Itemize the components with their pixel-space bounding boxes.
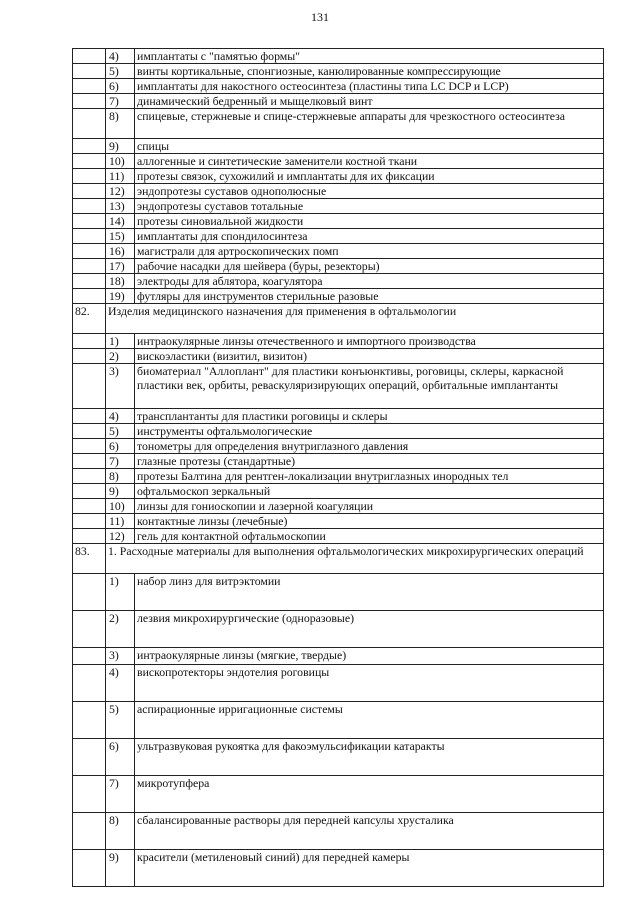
item-number: 9) — [106, 139, 135, 154]
table-row — [73, 259, 604, 274]
item-text: линзы для гониоскопии и лазерной коагуляции — [135, 499, 604, 514]
table-row — [73, 739, 604, 776]
item-number: 8) — [106, 109, 135, 139]
item-number: 3) — [106, 364, 135, 409]
item-number: 7) — [106, 94, 135, 109]
item-text: эндопротезы суставов однополюсные — [135, 184, 604, 199]
item-number: 18) — [106, 274, 135, 289]
item-text: тонометры для определения внутриглазного давления — [135, 439, 604, 454]
table-row — [73, 334, 604, 349]
item-text: протезы связок, сухожилий и имплантаты для их фиксации — [135, 169, 604, 184]
table-row — [73, 574, 604, 611]
item-text: спицевые, стержневые и спице-стержневые аппараты для чрезкостного остеосинтеза — [135, 109, 604, 139]
table-row — [73, 274, 604, 289]
item-number: 6) — [106, 439, 135, 454]
item-text: контактные линзы (лечебные) — [135, 514, 604, 529]
table-row — [73, 289, 604, 304]
section-title: Изделия медицинского назначения для применения в офтальмологии — [106, 304, 604, 334]
item-text: глазные протезы (стандартные) — [135, 454, 604, 469]
item-number: 4) — [106, 409, 135, 424]
item-text: протезы Балтина для рентген-локализации внутриглазных инородных тел — [135, 469, 604, 484]
item-number: 13) — [106, 199, 135, 214]
table-row — [73, 469, 604, 484]
item-text: сбалансированные растворы для передней капсулы хрусталика — [135, 813, 604, 850]
table-row — [73, 529, 604, 544]
item-number: 8) — [106, 469, 135, 484]
table-row — [73, 665, 604, 702]
table-row — [73, 214, 604, 229]
item-number: 1) — [106, 334, 135, 349]
item-number: 10) — [106, 499, 135, 514]
item-text: имплантаты для спондилосинтеза — [135, 229, 604, 244]
table-row — [73, 94, 604, 109]
item-number: 9) — [106, 484, 135, 499]
table-row — [73, 79, 604, 94]
item-text: красители (метиленовый синий) для передней камеры — [135, 850, 604, 887]
item-number: 5) — [106, 424, 135, 439]
section-header-row — [73, 544, 604, 574]
item-number: 2) — [106, 349, 135, 364]
item-text: инструменты офтальмологические — [135, 424, 604, 439]
table-row — [73, 439, 604, 454]
table-row — [73, 64, 604, 79]
item-text: динамический бедренный и мыщелковый винт — [135, 94, 604, 109]
item-number: 9) — [106, 850, 135, 887]
item-number: 10) — [106, 154, 135, 169]
item-number: 7) — [106, 776, 135, 813]
item-number: 5) — [106, 64, 135, 79]
section-header-row — [73, 304, 604, 334]
item-text: электроды для аблятора, коагулятора — [135, 274, 604, 289]
item-text: эндопротезы суставов тотальные — [135, 199, 604, 214]
item-text: вископротекторы эндотелия роговицы — [135, 665, 604, 702]
item-number: 3) — [106, 648, 135, 665]
item-number: 4) — [106, 665, 135, 702]
item-number: 8) — [106, 813, 135, 850]
table-row — [73, 139, 604, 154]
table-row — [73, 349, 604, 364]
table-row — [73, 499, 604, 514]
section-title: 1. Расходные материалы для выполнения офтальмологических микрохирургических операций — [106, 544, 604, 574]
item-number: 12) — [106, 184, 135, 199]
item-text: аллогенные и синтетические заменители костной ткани — [135, 154, 604, 169]
item-text: лезвия микрохирургические (одноразовые) — [135, 611, 604, 648]
table-row — [73, 648, 604, 665]
section-number: 83. — [73, 544, 106, 574]
item-number: 16) — [106, 244, 135, 259]
item-text: футляры для инструментов стерильные разовые — [135, 289, 604, 304]
table-row — [73, 49, 604, 64]
table-row — [73, 244, 604, 259]
item-number: 17) — [106, 259, 135, 274]
item-number: 5) — [106, 702, 135, 739]
table-row — [73, 484, 604, 499]
item-number: 19) — [106, 289, 135, 304]
item-text: рабочие насадки для шейвера (буры, резекторы) — [135, 259, 604, 274]
table-row — [73, 514, 604, 529]
table-row — [73, 702, 604, 739]
table-row — [73, 199, 604, 214]
item-text: спицы — [135, 139, 604, 154]
table-row — [73, 109, 604, 139]
table-row — [73, 776, 604, 813]
table-row — [73, 424, 604, 439]
item-text: аспирационные ирригационные системы — [135, 702, 604, 739]
item-number: 2) — [106, 611, 135, 648]
item-text: гель для контактной офтальмоскопии — [135, 529, 604, 544]
table-row — [73, 409, 604, 424]
item-text: магистрали для артроскопических помп — [135, 244, 604, 259]
item-text: биоматериал "Аллоплант" для пластики конъюнктивы, роговицы, склеры, каркасной пластики век, орбиты, реваскуляризирующих операций, орбитальные имплантанты — [135, 364, 604, 409]
item-number: 4) — [106, 49, 135, 64]
table-row — [73, 229, 604, 244]
table-row — [73, 364, 604, 409]
item-text: винты кортикальные, спонгиозные, канюлированные компрессирующие — [135, 64, 604, 79]
table-row — [73, 850, 604, 887]
item-text: протезы синовиальной жидкости — [135, 214, 604, 229]
item-number: 14) — [106, 214, 135, 229]
items-table — [72, 48, 604, 887]
item-number: 6) — [106, 739, 135, 776]
section-number: 82. — [73, 304, 106, 334]
item-text: офтальмоскоп зеркальный — [135, 484, 604, 499]
table-row — [73, 611, 604, 648]
item-text: набор линз для витрэктомии — [135, 574, 604, 611]
item-number: 7) — [106, 454, 135, 469]
item-number: 11) — [106, 514, 135, 529]
item-number: 1) — [106, 574, 135, 611]
table-row — [73, 813, 604, 850]
item-text: микротупфера — [135, 776, 604, 813]
table-row — [73, 184, 604, 199]
item-text: имплантаты для накостного остеосинтеза (пластины типа LC DCP и LCP) — [135, 79, 604, 94]
item-number: 12) — [106, 529, 135, 544]
item-text: трансплантанты для пластики роговицы и склеры — [135, 409, 604, 424]
table-row — [73, 454, 604, 469]
item-number: 15) — [106, 229, 135, 244]
table-row — [73, 169, 604, 184]
page-number: 131 — [311, 10, 329, 24]
item-text: интраокулярные линзы (мягкие, твердые) — [135, 648, 604, 665]
table-row — [73, 154, 604, 169]
item-number: 11) — [106, 169, 135, 184]
item-text: ультразвуковая рукоятка для факоэмульсификации катаракты — [135, 739, 604, 776]
item-text: имплантаты с "памятью формы" — [135, 49, 604, 64]
item-text: вискоэластики (визитил, визитон) — [135, 349, 604, 364]
item-text: интраокулярные линзы отечественного и импортного производства — [135, 334, 604, 349]
item-number: 6) — [106, 79, 135, 94]
